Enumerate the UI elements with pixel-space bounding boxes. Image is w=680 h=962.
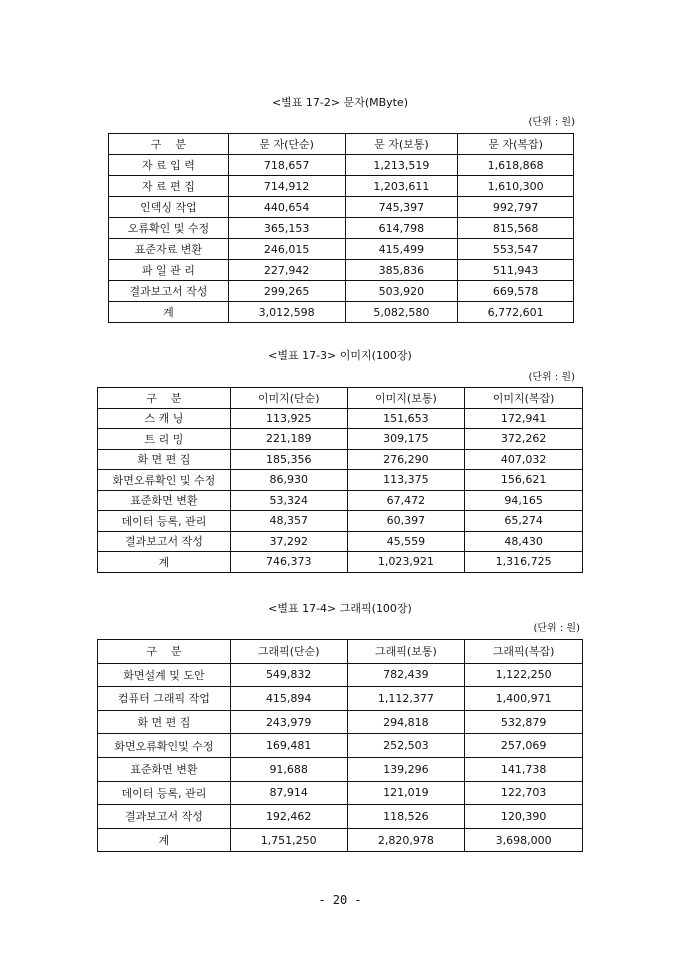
cell-value: 815,568 <box>458 218 574 239</box>
cell-value: 141,738 <box>465 757 583 781</box>
row-label: 파 일 관 리 <box>109 260 229 281</box>
cell-value: 94,165 <box>465 490 583 511</box>
cell-value: 415,499 <box>345 239 458 260</box>
table-row <box>109 218 574 239</box>
row-label: 결과보고서 작성 <box>109 281 229 302</box>
table-header-row <box>98 388 583 409</box>
cell-value: 65,274 <box>465 511 583 532</box>
cell-value: 156,621 <box>465 470 583 491</box>
header-column: 이미지(단순) <box>230 388 347 409</box>
cell-value: 309,175 <box>347 429 465 450</box>
header-column: 문 자(보통) <box>345 134 458 155</box>
table-row <box>98 805 583 829</box>
cell-value: 276,290 <box>347 449 465 470</box>
table-header-row <box>98 640 583 664</box>
table-row <box>98 470 583 491</box>
cell-value: 299,265 <box>228 281 345 302</box>
cell-value: 246,015 <box>228 239 345 260</box>
table-row <box>98 687 583 711</box>
header-category: 구 분 <box>98 640 231 664</box>
cell-value: 714,912 <box>228 176 345 197</box>
cell-value: 992,797 <box>458 197 574 218</box>
cell-value: 221,189 <box>230 429 347 450</box>
cell-value: 1,751,250 <box>230 828 347 852</box>
header-column: 그래픽(복잡) <box>465 640 583 664</box>
header-column: 이미지(보통) <box>347 388 465 409</box>
cell-value: 120,390 <box>465 805 583 829</box>
row-label: 자 료 편 집 <box>109 176 229 197</box>
header-column: 이미지(복잡) <box>465 388 583 409</box>
cell-value: 549,832 <box>230 663 347 687</box>
cell-value: 1,400,971 <box>465 687 583 711</box>
unit-label: (단위 : 원) <box>528 117 575 128</box>
cell-value: 151,653 <box>347 408 465 429</box>
cell-value: 1,610,300 <box>458 176 574 197</box>
table-row <box>98 734 583 758</box>
cell-value: 172,941 <box>465 408 583 429</box>
cell-value: 407,032 <box>465 449 583 470</box>
cell-value: 532,879 <box>465 710 583 734</box>
cell-value: 440,654 <box>228 197 345 218</box>
unit-label: (단위 : 원) <box>533 623 580 634</box>
table-title: <별표 17-2> 문자(MByte) <box>271 96 409 109</box>
row-label: 트 리 밍 <box>98 429 231 450</box>
cell-value: 252,503 <box>347 734 465 758</box>
table-row <box>98 408 583 429</box>
row-label: 화면오류확인및 수정 <box>98 734 231 758</box>
data-table <box>108 133 574 323</box>
row-label: 자 료 입 력 <box>109 155 229 176</box>
cell-value: 503,920 <box>345 281 458 302</box>
row-label: 데이터 등록, 관리 <box>98 511 231 532</box>
table-row <box>109 197 574 218</box>
cell-value: 553,547 <box>458 239 574 260</box>
cell-value: 372,262 <box>465 429 583 450</box>
cell-value: 1,618,868 <box>458 155 574 176</box>
row-label: 화면설계 및 도안 <box>98 663 231 687</box>
row-label: 계 <box>109 302 229 323</box>
table-row <box>109 260 574 281</box>
table-row <box>98 511 583 532</box>
row-label: 스 캐 닝 <box>98 408 231 429</box>
cell-value: 669,578 <box>458 281 574 302</box>
cell-value: 87,914 <box>230 781 347 805</box>
cell-value: 1,213,519 <box>345 155 458 176</box>
cell-value: 1,203,611 <box>345 176 458 197</box>
cell-value: 5,082,580 <box>345 302 458 323</box>
cell-value: 227,942 <box>228 260 345 281</box>
row-label: 표준화면 변환 <box>98 757 231 781</box>
data-table <box>97 639 583 852</box>
row-label: 인덱싱 작업 <box>109 197 229 218</box>
table-row <box>98 449 583 470</box>
cell-value: 86,930 <box>230 470 347 491</box>
row-label: 데이터 등록, 관리 <box>98 781 231 805</box>
table-title: <별표 17-4> 그래픽(100장) <box>268 602 412 615</box>
row-label: 계 <box>98 828 231 852</box>
table-row <box>98 781 583 805</box>
cell-value: 782,439 <box>347 663 465 687</box>
cell-value: 118,526 <box>347 805 465 829</box>
cell-value: 121,019 <box>347 781 465 805</box>
cell-value: 718,657 <box>228 155 345 176</box>
row-label: 결과보고서 작성 <box>98 531 231 552</box>
cell-value: 1,122,250 <box>465 663 583 687</box>
header-column: 문 자(복잡) <box>458 134 574 155</box>
header-category: 구 분 <box>98 388 231 409</box>
cell-value: 746,373 <box>230 552 347 573</box>
unit-label: (단위 : 원) <box>528 372 575 383</box>
cell-value: 139,296 <box>347 757 465 781</box>
cell-value: 113,375 <box>347 470 465 491</box>
cell-value: 294,818 <box>347 710 465 734</box>
row-label: 화 면 편 집 <box>98 449 231 470</box>
cell-value: 60,397 <box>347 511 465 532</box>
cell-value: 192,462 <box>230 805 347 829</box>
table-row <box>109 281 574 302</box>
cell-value: 48,357 <box>230 511 347 532</box>
cell-value: 45,559 <box>347 531 465 552</box>
cell-value: 257,069 <box>465 734 583 758</box>
table-row <box>98 757 583 781</box>
cell-value: 67,472 <box>347 490 465 511</box>
data-table <box>97 387 583 573</box>
row-label: 표준화면 변환 <box>98 490 231 511</box>
cell-value: 745,397 <box>345 197 458 218</box>
table-title: <별표 17-3> 이미지(100장) <box>268 349 412 362</box>
table-row <box>98 429 583 450</box>
header-column: 문 자(단순) <box>228 134 345 155</box>
cell-value: 122,703 <box>465 781 583 805</box>
cell-value: 1,023,921 <box>347 552 465 573</box>
cell-value: 415,894 <box>230 687 347 711</box>
row-label: 오류확인 및 수정 <box>109 218 229 239</box>
cell-value: 385,836 <box>345 260 458 281</box>
cell-value: 3,698,000 <box>465 828 583 852</box>
table-row <box>109 239 574 260</box>
row-label: 계 <box>98 552 231 573</box>
cell-value: 365,153 <box>228 218 345 239</box>
header-category: 구 분 <box>109 134 229 155</box>
cell-value: 1,316,725 <box>465 552 583 573</box>
cell-value: 113,925 <box>230 408 347 429</box>
header-column: 그래픽(보통) <box>347 640 465 664</box>
total-row <box>98 552 583 573</box>
cell-value: 511,943 <box>458 260 574 281</box>
row-label: 컴퓨터 그래픽 작업 <box>98 687 231 711</box>
row-label: 결과보고서 작성 <box>98 805 231 829</box>
cell-value: 3,012,598 <box>228 302 345 323</box>
cell-value: 169,481 <box>230 734 347 758</box>
cell-value: 614,798 <box>345 218 458 239</box>
row-label: 표준자료 변환 <box>109 239 229 260</box>
cell-value: 185,356 <box>230 449 347 470</box>
table-row <box>98 531 583 552</box>
table-row <box>98 490 583 511</box>
table-row <box>98 710 583 734</box>
header-column: 그래픽(단순) <box>230 640 347 664</box>
cell-value: 91,688 <box>230 757 347 781</box>
cell-value: 243,979 <box>230 710 347 734</box>
table-row <box>109 155 574 176</box>
table-row <box>98 663 583 687</box>
cell-value: 6,772,601 <box>458 302 574 323</box>
cell-value: 37,292 <box>230 531 347 552</box>
row-label: 화 면 편 집 <box>98 710 231 734</box>
cell-value: 48,430 <box>465 531 583 552</box>
table-row <box>109 176 574 197</box>
page-number: - 20 - <box>318 893 362 907</box>
cell-value: 53,324 <box>230 490 347 511</box>
cell-value: 2,820,978 <box>347 828 465 852</box>
table-header-row <box>109 134 574 155</box>
cell-value: 1,112,377 <box>347 687 465 711</box>
total-row <box>109 302 574 323</box>
row-label: 화면오류확인 및 수정 <box>98 470 231 491</box>
total-row <box>98 828 583 852</box>
